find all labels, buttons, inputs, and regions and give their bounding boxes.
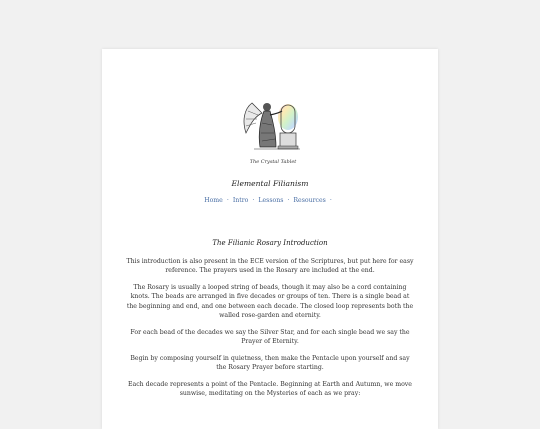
article-paragraph: Each decade represents a point of the Pentacle. Beginning at Earth and Autumn, we move sunwise, meditating on the Mysteries of each as we pray: [128,380,412,397]
main-nav [102,197,438,204]
article [126,239,414,406]
nav-resources-link[interactable]: Resources [293,197,326,204]
content-card [102,49,438,429]
nav-home-link[interactable]: Home [204,197,223,204]
nav-separator: · [252,197,255,204]
site-title: Elemental Filianism [231,179,309,188]
article-paragraph: For each bead of the decades we say the Silver Star, and for each single bead we say the Prayer of Eternity. [130,328,410,345]
logo-caption: The Crystal Tablet [249,159,297,165]
site-logo[interactable] [240,89,306,171]
nav-lessons-link[interactable]: Lessons [258,197,284,204]
nav-intro-link[interactable]: Intro [232,197,249,204]
nav-separator: · [226,197,229,204]
article-heading: The Filianic Rosary Introduction [212,239,328,247]
article-paragraph: Begin by composing yourself in quietness, then make the Pentacle upon yourself and say the Rosary Prayer before starting. [130,354,410,371]
article-paragraph: The Rosary is usually a looped string of beads, though it may also be a cord containing knots. The beads are arranged in five decades or groups of ten. There is a single bead at the beginning and end, and one between each decade. The closed loop represents both the walled rose-garden and eternity. [126,283,414,319]
crystal-tablet-logo-image [240,89,306,171]
nav-separator: · [287,197,290,204]
article-paragraph: This introduction is also present in the ECE version of the Scriptures, but put here for easy reference. The prayers used in the Rosary are included at the end. [126,257,414,274]
nav-separator: · [329,197,332,204]
